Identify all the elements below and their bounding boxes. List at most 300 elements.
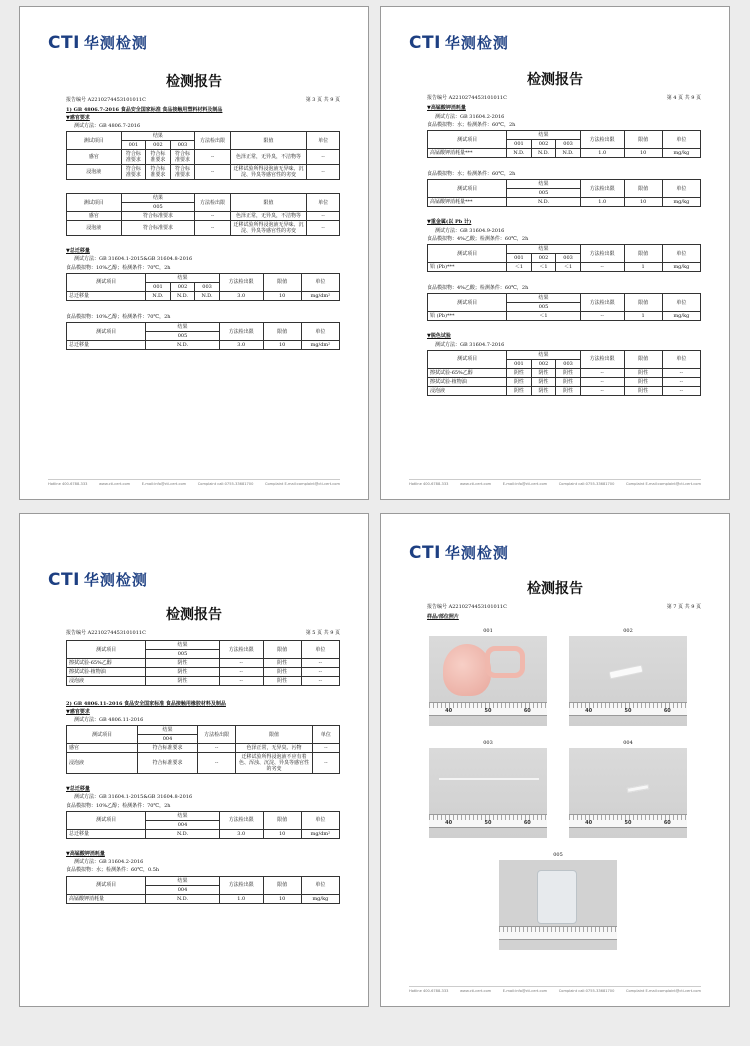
ruler-numbers [569, 708, 687, 714]
footer-hotline: Hotline 400-6788-333 [48, 482, 88, 486]
cell: -- [219, 677, 263, 686]
results-table [66, 640, 340, 686]
results-table [66, 193, 340, 236]
table-header: 结果 [507, 350, 581, 359]
cell: mg/dm² [301, 829, 339, 838]
table-row [67, 221, 340, 236]
table-header: 单位 [662, 131, 700, 149]
footer-email: E-mail:info@cti-cert.com [141, 482, 187, 486]
ruler-numbers [429, 820, 547, 826]
table-header: 方法检出限 [195, 194, 230, 212]
cell: 感官 [67, 150, 122, 165]
table-header: 限值 [263, 811, 301, 829]
table-header: 限值 [624, 131, 662, 149]
ruler-number: 50 [624, 707, 632, 714]
page-title: 检测报告 [166, 607, 222, 623]
cell: -- [580, 312, 624, 321]
cti-logo [409, 542, 509, 563]
subsection-title: ▼总迁移量 [66, 248, 90, 254]
table-row [428, 149, 701, 158]
results-table [66, 811, 340, 839]
cell: 总迁移量 [67, 341, 146, 350]
cell: N.D. [195, 291, 220, 300]
cell: 色泽正常，无异臭，不洁物等 [230, 212, 306, 221]
table-header: 方法检出限 [580, 350, 624, 368]
table-row [428, 263, 701, 272]
cell: -- [195, 165, 230, 180]
table-row [67, 150, 340, 165]
report-number: 报告编号 A2210274453101011C [66, 97, 146, 103]
report-number: 报告编号 A2210274453101011C [427, 95, 507, 101]
cell: 铅 (Pb)*** [428, 263, 507, 272]
table-row [67, 165, 340, 180]
cell: mg/kg [662, 312, 700, 321]
subsection-title: ▼感官要求 [66, 114, 90, 121]
photo-image [569, 748, 687, 838]
sample-id: 005 [121, 203, 195, 212]
report-header [427, 604, 701, 610]
subsection-title: ▼总迁移量 [66, 786, 90, 792]
cell: 阴性 [263, 659, 301, 668]
straw-object [439, 778, 539, 780]
test-method: 测试方法：GB 31604.7-2016 [435, 341, 505, 348]
cell: 10 [263, 291, 301, 300]
cell: 符合标准要求 [146, 165, 171, 180]
page-footer [48, 479, 340, 486]
sample-id: 005 [507, 189, 581, 198]
table-row [428, 312, 701, 321]
table-header: 测试项目 [428, 350, 507, 368]
table-header: 单位 [312, 726, 339, 744]
cell: 10 [263, 894, 301, 903]
logo-mark: CTI [409, 542, 441, 563]
sample-id: 001 [146, 282, 171, 291]
cell: 符合标准要求 [137, 744, 197, 753]
report-page-7 [380, 513, 730, 1007]
footer-hotline: Hotline 400-6788-333 [409, 989, 449, 993]
photo-image [569, 636, 687, 726]
table-header: 单位 [301, 323, 339, 341]
cell: 符合标准要求 [137, 753, 197, 774]
cell: -- [195, 221, 230, 236]
cell: -- [219, 659, 263, 668]
footer-complaint-email: Complaint E-mail:complaint@cti-cert.com [625, 989, 701, 993]
ruler-number: 40 [445, 819, 453, 826]
cell: 擦拭试验-65%乙醇 [67, 659, 146, 668]
cell: 擦拭试验-65%乙醇 [428, 368, 507, 377]
page-number: 第 5 页 共 9 页 [305, 630, 340, 636]
cell: 阴性 [146, 659, 220, 668]
cti-logo [48, 569, 148, 590]
test-condition: 食品模拟物：10%乙醇；检测条件：70℃，2h [66, 802, 171, 809]
cell: 10 [263, 341, 301, 350]
table-header: 方法检出限 [219, 323, 263, 341]
table-header: 方法检出限 [198, 726, 236, 744]
report-page-5 [19, 513, 369, 1007]
footer-complaint-email: Complaint E-mail:complaint@cti-cert.com [264, 482, 340, 486]
cell: 阴性 [556, 368, 581, 377]
footer-complaint-email: Complaint E-mail:complaint@cti-cert.com [625, 482, 701, 486]
logo-text: 华测检测 [444, 544, 509, 562]
sample-id: 003 [170, 141, 195, 150]
report-page-3 [19, 6, 369, 500]
cell: 符合标准要求 [121, 221, 195, 236]
photo-caption: 004 [623, 739, 633, 746]
table-header: 限值 [230, 194, 306, 212]
cell: 阴性 [624, 377, 662, 386]
cell: N.D. [531, 149, 556, 158]
logo-text: 华测检测 [83, 571, 148, 589]
table-header: 单位 [307, 194, 340, 212]
cell: mg/kg [662, 149, 700, 158]
cell: -- [198, 744, 236, 753]
cell: 阴性 [507, 377, 532, 386]
table-header: 结果 [146, 641, 220, 650]
page-title: 检测报告 [527, 72, 583, 88]
cell: -- [307, 150, 340, 165]
sample-photo [569, 740, 687, 838]
subsection-title: ▼重金属(以 Pb 计) [427, 219, 472, 226]
ruler-number: 40 [445, 707, 453, 714]
cell: 1 [624, 263, 662, 272]
cell: 符合标准要求 [146, 150, 171, 165]
cell: -- [301, 677, 339, 686]
cell: 3.0 [219, 291, 263, 300]
photo-caption: 001 [483, 627, 493, 634]
logo-text: 华测检测 [83, 34, 148, 52]
table-header: 单位 [662, 350, 700, 368]
cell: -- [198, 753, 236, 774]
logo-mark: CTI [48, 32, 80, 53]
test-condition: 食品模拟物：水；检测条件：60℃，2h [427, 121, 516, 128]
ruler-number: 50 [484, 819, 492, 826]
cell: 阴性 [146, 677, 220, 686]
photo-image [499, 860, 617, 950]
cell: -- [307, 165, 340, 180]
sample-id: 004 [146, 885, 220, 894]
test-condition: 食品模拟物：水；检测条件：60℃，2h [427, 171, 516, 177]
cell: 铅 (Pb)*** [428, 312, 507, 321]
cell: 擦拭试验-植物油 [428, 377, 507, 386]
cell: -- [301, 668, 339, 677]
test-condition: 食品模拟物：水；检测条件：60℃，0.5h [66, 867, 160, 874]
ruler-number: 60 [523, 707, 531, 714]
sample-id: 002 [531, 254, 556, 263]
test-condition: 食品模拟物：10%乙醇；检测条件：70℃，2h [66, 264, 171, 271]
cti-logo [48, 32, 148, 53]
table-row [67, 291, 340, 300]
table-row [67, 829, 340, 838]
valve-object [627, 784, 650, 793]
table-header: 测试项目 [428, 294, 507, 312]
page-footer [409, 479, 701, 486]
cell: ＜1 [507, 312, 581, 321]
cell: 高锰酸钾消耗量*** [428, 198, 507, 207]
footer-hotline: Hotline 400-6788-333 [409, 482, 449, 486]
table-header: 方法检出限 [580, 131, 624, 149]
table-header: 方法检出限 [195, 132, 230, 150]
cell: 总迁移量 [67, 291, 146, 300]
results-table [66, 725, 340, 774]
table-header: 方法检出限 [219, 876, 263, 894]
cell: 色泽正常，无异臭、污物 [236, 744, 312, 753]
pink-cup-object [443, 644, 491, 696]
table-header: 测试项目 [67, 641, 146, 659]
cell: N.D. [170, 291, 195, 300]
sample-id: 002 [170, 282, 195, 291]
cell: 阴性 [531, 377, 556, 386]
sample-id: 001 [507, 254, 532, 263]
sample-id: 004 [146, 820, 220, 829]
logo-text: 华测检测 [444, 34, 509, 52]
cell: 阴性 [624, 368, 662, 377]
table-header: 限值 [263, 641, 301, 659]
cell: ＜1 [556, 263, 581, 272]
table-row [67, 894, 340, 903]
sample-id: 004 [137, 735, 197, 744]
subsection-title: ▼高锰酸钾消耗量 [66, 850, 105, 857]
subsection-title: ▼感官要求 [66, 708, 90, 715]
cell: 符合标准要求 [170, 165, 195, 180]
cell: N.D. [507, 198, 581, 207]
table-header: 测试项目 [67, 811, 146, 829]
cell: -- [580, 368, 624, 377]
cell: 迁移试验所得浸泡液无异味、沉淀、异臭等感官性的劣变 [230, 221, 306, 236]
table-header: 单位 [301, 876, 339, 894]
test-method: 测试方法：GB 31604.2-2016 [435, 113, 505, 120]
sample-id: 003 [195, 282, 220, 291]
table-header: 测试项目 [67, 726, 138, 744]
table-header: 方法检出限 [219, 811, 263, 829]
test-method: 测试方法：GB 4806.11-2016 [74, 716, 144, 723]
cell: 浸泡液 [67, 165, 122, 180]
cell: N.D. [146, 894, 220, 903]
cell: mg/dm² [301, 291, 339, 300]
cell: 3.0 [219, 341, 263, 350]
sample-id: 003 [556, 254, 581, 263]
cell: 阴性 [556, 386, 581, 395]
cell: -- [580, 377, 624, 386]
ruler-number: 60 [663, 707, 671, 714]
sample-id: 002 [531, 359, 556, 368]
cell: 迁移试验所得浸泡液不应有着色、浑浊、沉淀、异臭等感官性的劣变 [236, 753, 312, 774]
ruler-numbers [429, 708, 547, 714]
table-row [67, 341, 340, 350]
cell: mg/kg [662, 198, 700, 207]
photo-image [429, 748, 547, 838]
table-row [428, 198, 701, 207]
results-table [66, 322, 340, 350]
table-header: 结果 [507, 294, 581, 303]
table-header: 方法检出限 [580, 245, 624, 263]
table-header: 结果 [137, 726, 197, 735]
photo-image [429, 636, 547, 726]
section-title: 1) GB 4806.7-2016 食品安全国家标准 食品接触用塑料材料及制品 [66, 107, 223, 114]
table-row [67, 677, 340, 686]
cell: 阴性 [263, 677, 301, 686]
cell: N.D. [556, 149, 581, 158]
sample-photo [499, 852, 617, 950]
sample-photo [569, 628, 687, 726]
test-method: 测试方法：GB 4806.7-2016 [74, 122, 141, 129]
table-header: 测试项目 [67, 273, 146, 291]
sample-id: 005 [146, 332, 220, 341]
cell: 感官 [67, 744, 138, 753]
table-header: 单位 [301, 273, 339, 291]
cell: 浸泡液 [67, 221, 122, 236]
table-header: 限值 [624, 180, 662, 198]
cell: -- [307, 212, 340, 221]
report-header [66, 97, 340, 103]
table-header: 测试项目 [67, 132, 122, 150]
cell: mg/dm² [301, 341, 339, 350]
table-row [67, 212, 340, 221]
nozzle-object [609, 664, 644, 679]
cell: 浸泡液 [428, 386, 507, 395]
cell: 1.0 [580, 149, 624, 158]
table-header: 结果 [507, 131, 581, 140]
table-row [428, 377, 701, 386]
table-header: 限值 [236, 726, 312, 744]
cell: 高锰酸钾消耗量 [67, 894, 146, 903]
table-header: 单位 [301, 811, 339, 829]
table-header: 方法检出限 [580, 180, 624, 198]
cell: 阴性 [531, 386, 556, 395]
cell: 浸泡液 [67, 677, 146, 686]
test-condition: 食品模拟物：4%乙酸；检测条件：60℃，2h [427, 285, 529, 291]
table-row [67, 659, 340, 668]
table-header: 方法检出限 [580, 294, 624, 312]
subsection-title: 样品/部位照片 [427, 614, 459, 621]
cell: 10 [624, 149, 662, 158]
table-header: 方法检出限 [219, 641, 263, 659]
subsection-title: ▼高锰酸钾消耗量 [427, 105, 466, 112]
table-header: 测试项目 [67, 194, 122, 212]
page-number: 第 3 页 共 9 页 [305, 97, 340, 103]
page-number: 第 4 页 共 9 页 [666, 95, 701, 101]
cell: 符合标准要求 [121, 150, 146, 165]
logo-mark: CTI [409, 32, 441, 53]
subsection-title: ▼脱色试验 [427, 333, 451, 340]
sample-photo [429, 628, 547, 726]
results-table [66, 131, 340, 180]
footer-complaint: Complaint call:0755-33681700 [558, 989, 615, 993]
results-table [66, 273, 340, 301]
cell: ＜1 [507, 263, 532, 272]
cell: N.D. [146, 829, 220, 838]
test-method: 测试方法：GB 31604.1-2015&GB 31604.8-2016 [74, 794, 193, 801]
footer-complaint: Complaint call:0755-33681700 [197, 482, 254, 486]
cell: 总迁移量 [67, 829, 146, 838]
table-header: 单位 [307, 132, 340, 150]
footer-web: www.cti-cert.com [459, 989, 492, 993]
cell: mg/kg [301, 894, 339, 903]
logo-mark: CTI [48, 569, 80, 590]
sample-id: 005 [146, 650, 220, 659]
results-table [427, 293, 701, 321]
cell: 色泽正常，无异臭，不洁物等 [230, 150, 306, 165]
cell: -- [662, 386, 700, 395]
results-table [427, 244, 701, 272]
cell: 1 [624, 312, 662, 321]
results-table [427, 350, 701, 396]
table-header: 结果 [146, 273, 220, 282]
test-method: 测试方法：GB 31604.2-2016 [74, 859, 144, 865]
table-row [67, 744, 340, 753]
ruler-number: 40 [585, 707, 593, 714]
cell: -- [195, 212, 230, 221]
cell: 阴性 [531, 368, 556, 377]
report-page-4 [380, 6, 730, 500]
page-number: 第 7 页 共 9 页 [666, 604, 701, 610]
sample-id: 002 [531, 140, 556, 149]
sample-id: 003 [556, 359, 581, 368]
results-table [66, 876, 340, 904]
cell: 阴性 [556, 377, 581, 386]
cell: 迁移试验所得浸泡液无异味、沉淀、异臭等感官性的劣变 [230, 165, 306, 180]
pink-handle-object [485, 646, 525, 678]
test-method: 测试方法：GB 31604.9-2016 [435, 227, 505, 234]
photo-caption: 003 [483, 739, 493, 746]
table-header: 测试项目 [428, 180, 507, 198]
cell: N.D. [146, 341, 220, 350]
ruler-numbers [569, 820, 687, 826]
cell: -- [312, 744, 339, 753]
table-header: 结果 [121, 194, 195, 203]
footer-web: www.cti-cert.com [459, 482, 492, 486]
cell: N.D. [507, 149, 532, 158]
test-condition: 食品模拟物：4%乙酸；检测条件：60℃，2h [427, 235, 529, 242]
table-row [428, 368, 701, 377]
cell: 高锰酸钾消耗量*** [428, 149, 507, 158]
report-header [427, 95, 701, 101]
table-header: 测试项目 [67, 876, 146, 894]
cell: ＜1 [531, 263, 556, 272]
section-title: 2) GB 4806.11-2016 食品安全国家标准 食品接触用橡胶材料及制品 [66, 701, 226, 708]
sample-id: 001 [121, 141, 146, 150]
table-header: 结果 [507, 180, 581, 189]
table-header: 限值 [263, 323, 301, 341]
cell: -- [219, 668, 263, 677]
cell: 3.0 [219, 829, 263, 838]
bottle-object [537, 870, 577, 924]
ruler [499, 926, 617, 940]
cell: 符合标准要求 [121, 165, 146, 180]
photo-caption: 005 [553, 851, 563, 858]
cell: 浸泡液 [67, 753, 138, 774]
photo-caption: 002 [623, 627, 633, 634]
cell: -- [662, 368, 700, 377]
cell: 10 [263, 829, 301, 838]
ruler-number: 60 [663, 819, 671, 826]
footer-email: E-mail:info@cti-cert.com [502, 482, 548, 486]
footer-email: E-mail:info@cti-cert.com [502, 989, 548, 993]
cell: 10 [624, 198, 662, 207]
test-method: 测试方法：GB 31604.1-2015&GB 31604.8-2016 [74, 256, 193, 263]
table-header: 限值 [263, 876, 301, 894]
report-header [66, 630, 340, 636]
table-header: 限值 [624, 350, 662, 368]
cell: 阴性 [624, 386, 662, 395]
table-header: 单位 [662, 245, 700, 263]
cell: -- [580, 263, 624, 272]
table-row [67, 753, 340, 774]
table-header: 结果 [146, 323, 220, 332]
test-condition: 食品模拟物：10%乙醇；检测条件：70℃，2h [66, 313, 171, 320]
sample-id: 002 [146, 141, 171, 150]
sample-id: 005 [507, 303, 581, 312]
cti-logo [409, 32, 509, 53]
